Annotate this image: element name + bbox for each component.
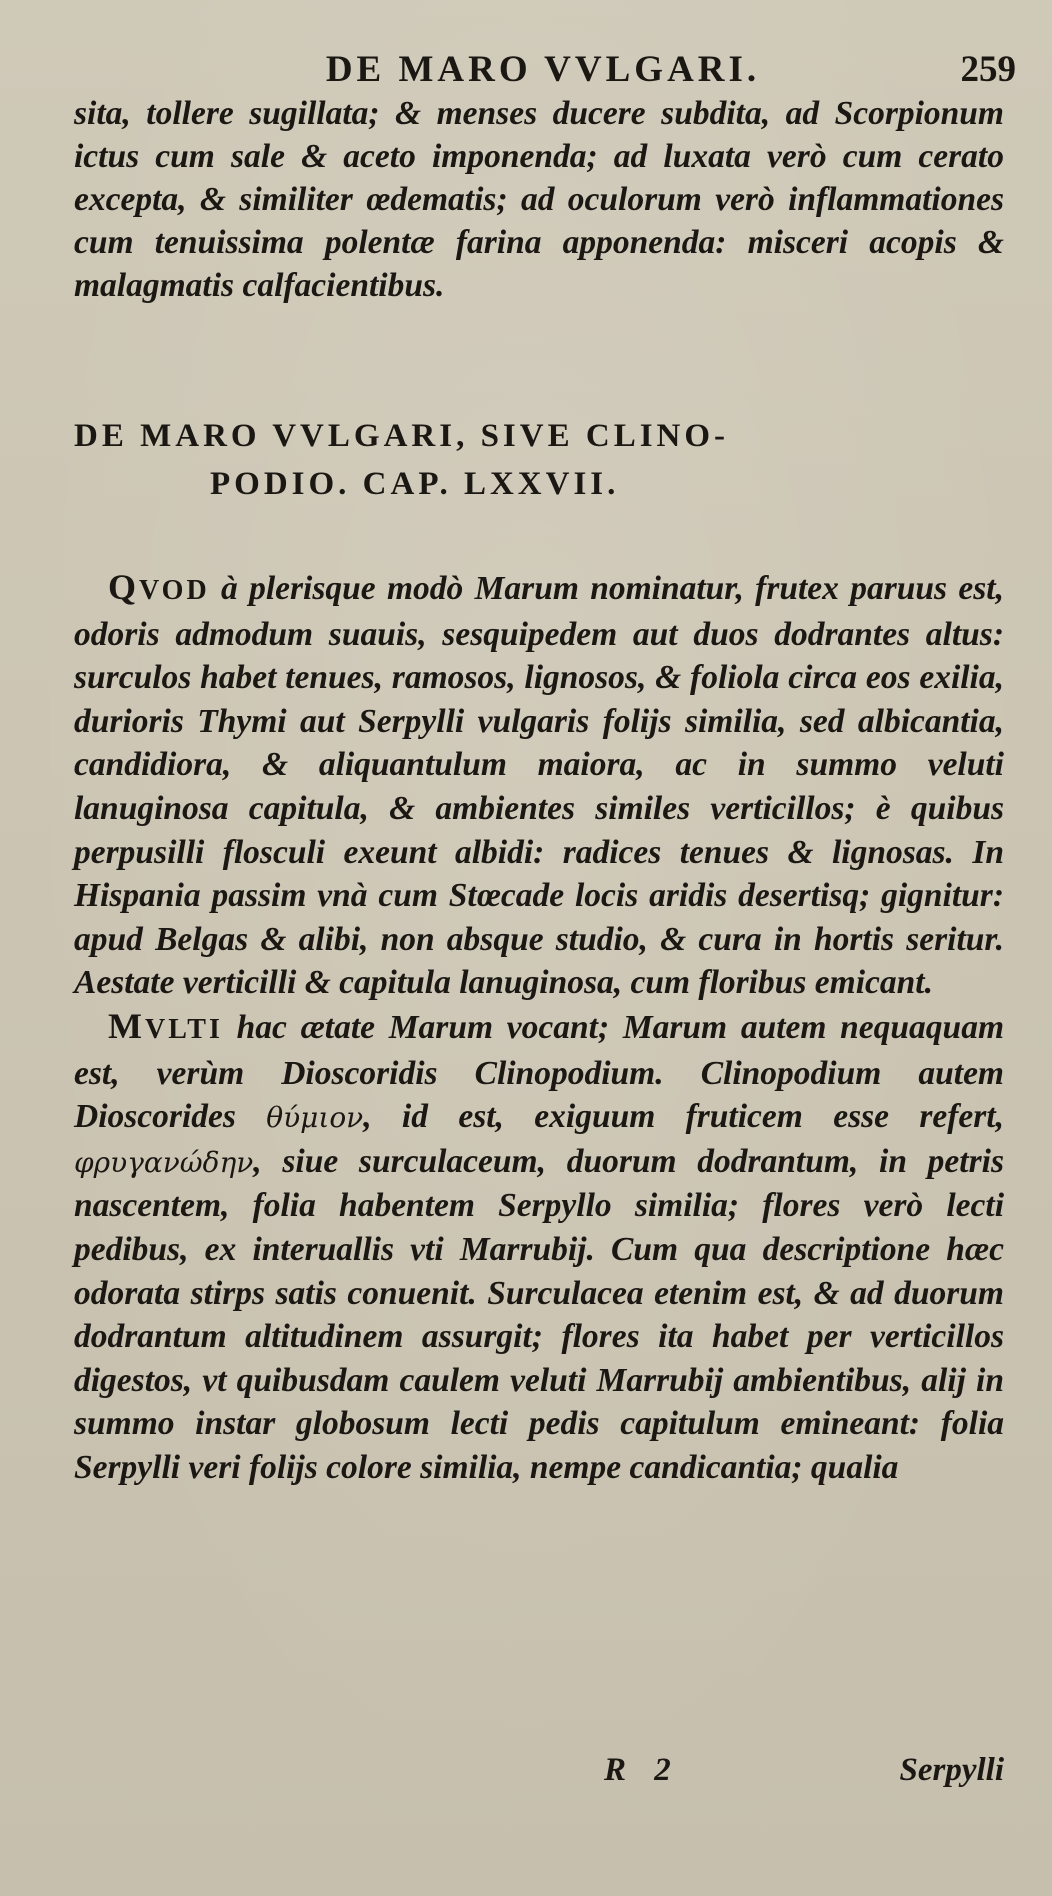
page-number: 259 <box>960 49 1016 90</box>
paragraph-description-text: à plerisque modò Marum nominatur, frutex paruus est, odoris admodum suauis, sesquipedem aut duos dodrantes altus: surculos habet tenues, ramosos, lignosos, & foliola circa eos exilia, durioris Thymi aut Serpylli vulgaris folijs similia, sed albicantia, candidiora, & aliquantulum maiora, ac in summo veluti lanuginosa capitula, & ambientes similes verticillos; è quibus perpusilli flosculi exeunt albidi: radices tenues & lignosas. In Hispania passim vnà cum Stœcade locis aridis desertisq; gignitur: apud Belgas & alibi, non absque studio, & cura in hortis seritur. Aestate verticilli & capitula lanuginosa, cum floribus emicant. <box>74 570 1004 1002</box>
catchword: Serpylli <box>899 1752 1004 1788</box>
opening-paragraph: sita, tollere sugillata; & menses ducere subdita, ad Scorpionum ictus cum sale & aceto imponenda; ad luxata verò cum cerato excepta, & similiter œdematis; ad oculorum verò inflammationes cum tenuissima polentæ farina apponenda: misceri acopis & malagmatis calfacientibus. <box>74 95 1004 304</box>
greek-word-thymion: θύμιον <box>266 1101 364 1135</box>
paragraph-description <box>74 566 1004 1005</box>
greek-word-phryganoden: φρυγανώδην <box>74 1145 254 1179</box>
running-head <box>70 48 1016 98</box>
signature-mark: R 2 <box>604 1752 681 1788</box>
chapter-heading-line-2: PODIO. CAP. LXXVII. <box>210 466 620 502</box>
running-title: DE MARO VVLGARI. <box>325 49 761 90</box>
chapter-body <box>74 566 1004 1489</box>
chapter-heading <box>74 412 1004 508</box>
paragraph-identification-text-3: , siue surculaceum, duorum dodrantum, in petris nascentem, folia habentem Serpyllo similia; flores verò lecti pedibus, ex interuallis vti Marrubij. Cum qua descriptione hæc odorata stirps satis conuenit. Surculacea etenim est, & ad duorum dodrantum altitudinem assurgit; flores ita habet per verticillos digestos, vt quibusdam caulem veluti Marrubij ambientibus, alij in summo instar globosum lecti pedis capitulum emineant: folia Serpylli veri folijs colore similia, nempe candicantia; qualia <box>74 1142 1004 1486</box>
paragraph-identification-text-1: hac ætate Marum vocant; Marum autem nequaquam est, verùm Dioscoridis Clinopodium. Clinopodium autem Dioscorides <box>74 1008 1004 1136</box>
initial-word-quod: QVOD <box>108 567 210 607</box>
page-footer <box>74 1752 1004 1802</box>
paragraph-identification <box>74 1005 1004 1490</box>
chapter-heading-line-1: DE MARO VVLGARI, SIVE CLINO- <box>74 418 730 454</box>
initial-word-multi: MVLTI <box>108 1005 223 1046</box>
paragraph-identification-text-2: , id est, exiguum fruticem esse refert, <box>363 1098 1005 1136</box>
